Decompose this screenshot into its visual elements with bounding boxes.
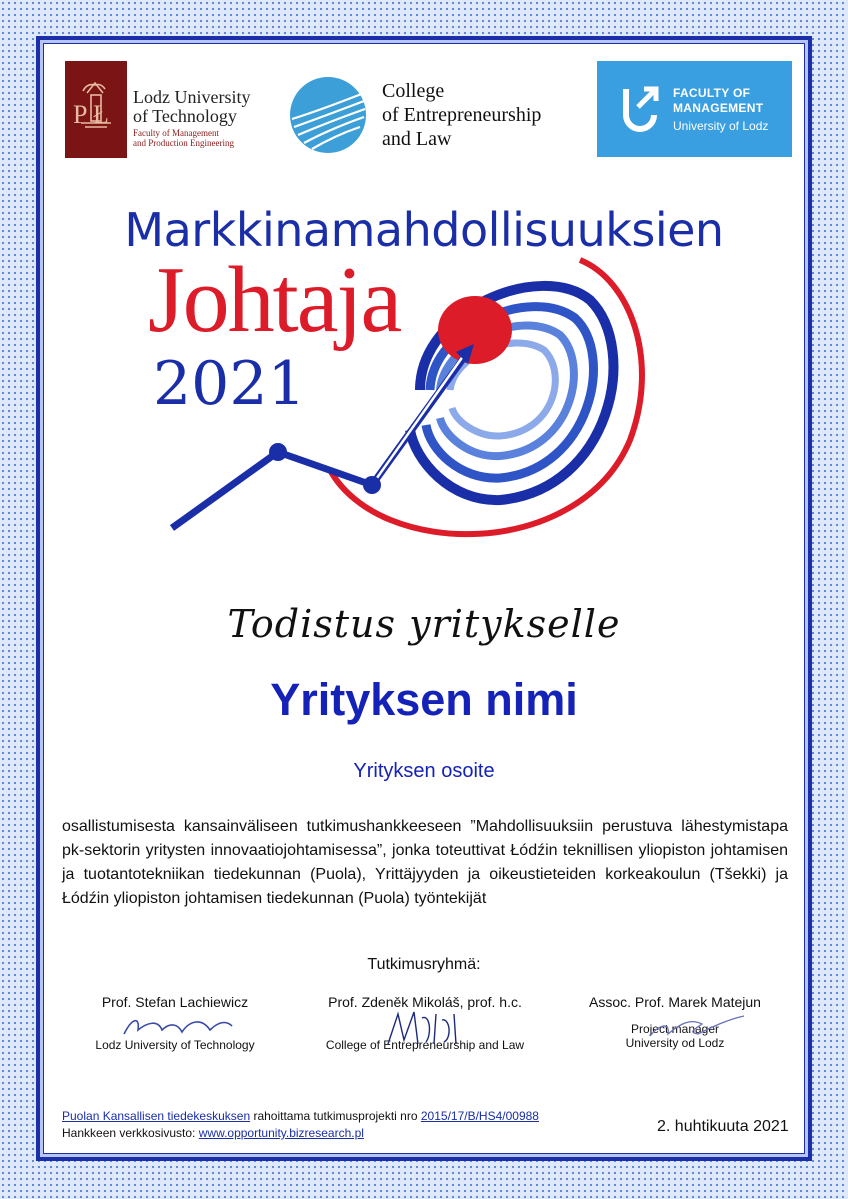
- certificate-date: 2. huhtikuuta 2021: [657, 1118, 789, 1135]
- faculty-arrow-icon: [620, 85, 662, 133]
- college-name-line3: and Law: [382, 128, 452, 150]
- college-name: [382, 79, 541, 151]
- member-role: Project manager: [630, 1022, 720, 1036]
- website-note: [62, 1126, 364, 1140]
- lodz-tech-name-line2: of Technology: [133, 106, 237, 126]
- lodz-tech-faculty-line2: and Production Engineering: [133, 138, 234, 148]
- hero-johtaja: Johtaja: [148, 248, 401, 352]
- member-affiliation: College of Entrepreneurship and Law: [325, 1038, 525, 1052]
- funding-note: [62, 1109, 539, 1123]
- trend-point-1: [269, 443, 287, 461]
- lodz-tech-monogram: P Ł: [73, 100, 109, 129]
- bullseye: [438, 296, 512, 364]
- website-label: Hankkeen verkkosivusto:: [62, 1126, 199, 1140]
- signature-2: [380, 1004, 470, 1052]
- team-label: Tutkimusryhmä:: [367, 956, 481, 973]
- lodz-tech-faculty: [133, 128, 234, 148]
- lodz-tech-name-line1: Lodz University: [133, 87, 251, 107]
- signature-3: [640, 1008, 750, 1044]
- faculty-name: [673, 86, 763, 116]
- member-affiliation: University od Lodz: [625, 1036, 725, 1050]
- company-address: Yrityksen osoite: [353, 760, 495, 782]
- member-name: Assoc. Prof. Marek Matejun: [589, 994, 761, 1010]
- faculty-university: University of Lodz: [673, 119, 769, 133]
- funder-link[interactable]: Puolan Kansallisen tiedekeskuksen: [62, 1109, 251, 1123]
- faculty-name-line2: MANAGEMENT: [673, 101, 764, 115]
- company-name: Yrityksen nimi: [270, 674, 578, 725]
- website-link[interactable]: www.opportunity.bizresearch.pl: [198, 1126, 364, 1140]
- hero-year: 2021: [153, 349, 306, 419]
- hero-title: Markkinamahdollisuuksien: [124, 203, 724, 257]
- member-name: Prof. Zdeněk Mikoláš, prof. h.c.: [328, 994, 522, 1010]
- project-number-link[interactable]: 2015/17/B/HS4/00988: [420, 1109, 539, 1123]
- certificate-body: osallistumisesta kansainväliseen tutkimushankkeeseen ”Mahdollisuuksiin perustuva lähestymistapa pk-sektorin yritysten innovaatiojohtamisessa”, jonka toteuttivat Łódźin teknillisen yliopiston johtamisen ja tuotantotekniikan tiedekunnan (Puola), Yrittäjyyden ja oikeustieteiden korkeakoulun (Tšekki) ja Łódźin yliopiston johtamisen tiedekunnan (Puola) työntekijät: [62, 818, 788, 907]
- trend-point-2: [363, 476, 381, 494]
- member-name: Prof. Stefan Lachiewicz: [101, 994, 249, 1010]
- certificate-heading: Todistus yritykselle: [227, 602, 621, 646]
- lodz-tech-faculty-line1: Faculty of Management: [133, 128, 219, 138]
- college-swirl-icon: [288, 75, 368, 155]
- college-name-line2: of Entrepreneurship: [382, 104, 542, 126]
- lodz-tech-name: [133, 88, 250, 126]
- funding-text: rahoittama tutkimusprojekti nro: [250, 1109, 421, 1123]
- college-name-line1: College: [382, 80, 445, 102]
- member-affiliation: Lodz University of Technology: [95, 1038, 255, 1052]
- faculty-name-line1: FACULTY OF: [673, 86, 751, 100]
- lodz-tech-emblem: [65, 61, 127, 158]
- signature-1: [118, 1008, 238, 1044]
